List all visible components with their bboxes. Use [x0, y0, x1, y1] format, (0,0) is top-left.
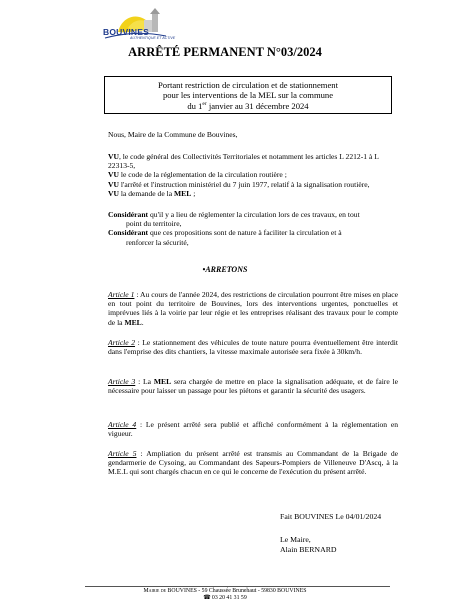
article-3: Article 3 : La MEL sera chargée de mettre en place la signalisation adéquate, et de faire le nécessaire pour laisser un passage pour les piétons et garantir la sécurité des usagers. [108, 377, 399, 396]
subject-line-3: du 1er janvier au 31 décembre 2024 [187, 100, 309, 111]
vu-item: VU l'arrêté et l'instruction ministériel du 7 juin 1977, relatif à la signalisation routière, [108, 179, 370, 189]
vu-item: VU la demande de la MEL ; [108, 188, 196, 198]
footer-phone: ☎ 03 20 41 31 59 [203, 595, 247, 601]
intro-text: Nous, Maire de la Commune de Bouvines, [108, 130, 238, 139]
article-1: Article 1 : Au cours de l'année 2024, des restrictions de circulation pourront être mises en place en tout point du territoire de Bouvines, lors des interventions urgentes, ponctuelles et imprévues liés à la voirie par leur régie et les entreprises réalisant des travaux pour le compte de la MEL. [108, 290, 399, 327]
footer-divider [85, 586, 390, 587]
arretons-heading: •ARRETONS [202, 265, 248, 274]
date-place: Fait BOUVINES Le 04/01/2024 [280, 512, 382, 521]
signature-block [280, 535, 337, 554]
considerant-continuation: renforcer la sécurité, [126, 237, 189, 247]
logo-tagline: AUTHENTIQUE ET ACTIVE [130, 36, 176, 40]
considerant-block [108, 210, 398, 247]
subject-line-2: pour les interventions de la MEL sur la commune [162, 90, 334, 101]
vu-block [108, 152, 398, 198]
considerant-item: Considérant qu'il y a lieu de réglementer la circulation lors de ces travaux, en tout [108, 210, 360, 219]
footer-address: Mairie de BOUVINES - 59 Chaussée Brunehaut - 59830 BOUVINES [143, 588, 307, 594]
article-2: Article 2 : Le stationnement des véhicules de toute nature pourra éventuellement être interdit dans l'emprise des dits chantiers, la vitesse maximale autorisée sera fixée à 30km/h. [108, 338, 399, 357]
logo-name: BOUVINES [103, 27, 149, 37]
subject-line-1: Portant restriction de circulation et de stationnement [158, 80, 338, 90]
document-title: ARRÊTÉ PERMANENT N°03/2024 [128, 45, 322, 59]
considerant-item: Considérant que ces propositions sont de nature à faciliter la circulation et à [108, 228, 342, 238]
article-5: Article 5 : Ampliation du présent arrêté est transmis au Commandant de la Brigade de gendarmerie de Cysoing, au Commandant des Sapeurs-Pompiers de Villeneuve D'Ascq, à la M.E.L qui sont chargés chacun en ce qui le concerne de l'exécution du présent arrêté. [108, 449, 399, 477]
vu-item: VU, le code général des Collectivités Territoriales et notamment les articles L 2212-1 à L 22313-5, [108, 152, 379, 171]
signatory-name: Alain BERNARD [280, 544, 337, 554]
article-4: Article 4 : Le présent arrêté sera publié et affiché conformément à la réglementation en vigueur. [108, 420, 398, 439]
subject-box [104, 76, 392, 114]
considerant-continuation: point du territoire, [126, 219, 182, 229]
signatory-role: Le Maire, [280, 535, 311, 544]
vu-item: VU le code de la réglementation de la circulation routière ; [108, 170, 287, 180]
